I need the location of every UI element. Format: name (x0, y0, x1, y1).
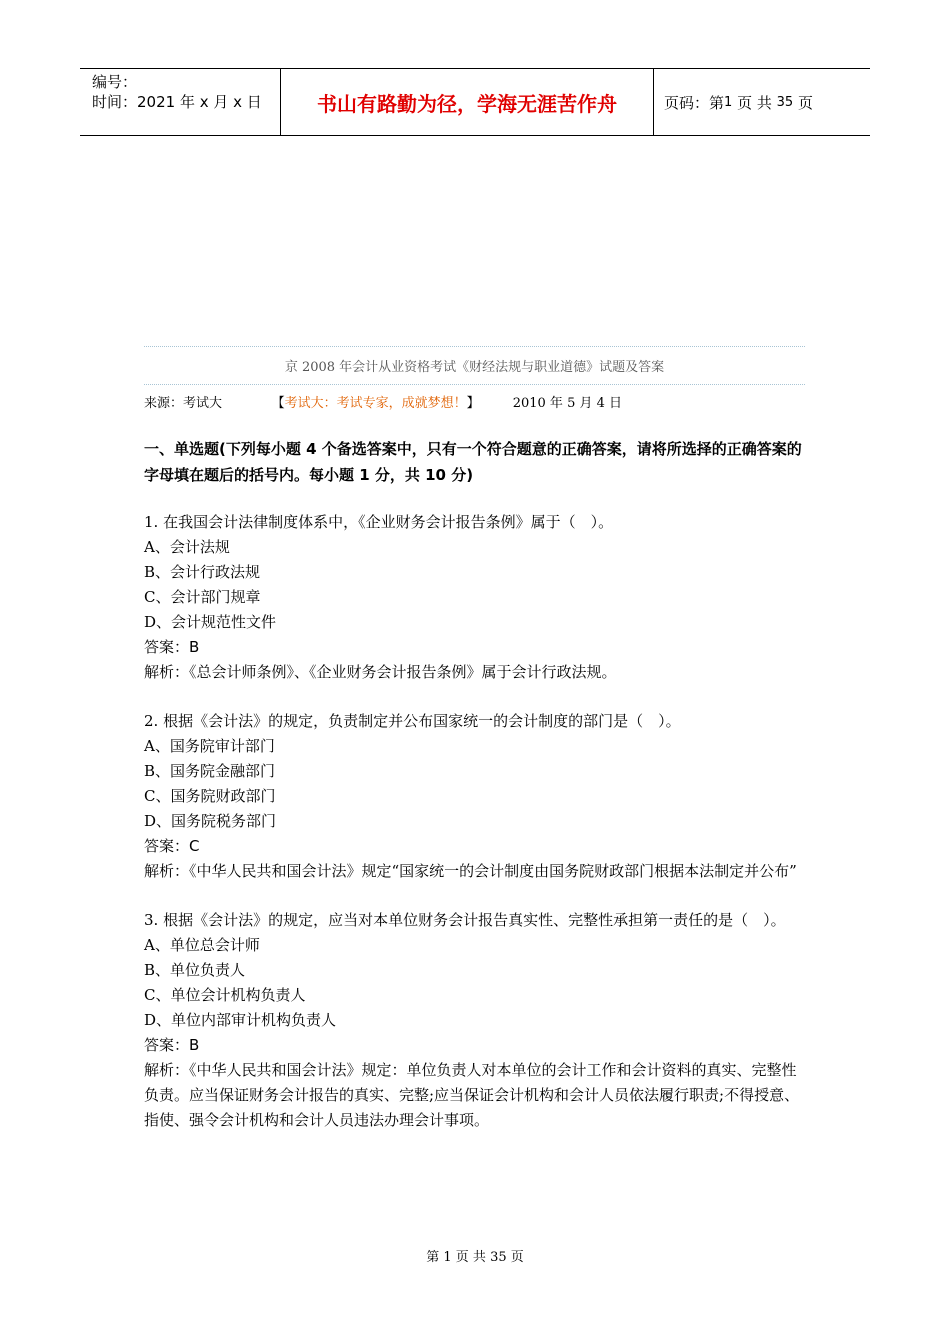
option-b: B、单位负责人 (144, 961, 246, 979)
question-content (144, 436, 809, 1157)
number-label: 编号： (92, 73, 138, 91)
answer: 答案：C (144, 837, 200, 855)
option-a: A、单位总会计师 (144, 936, 260, 954)
question-1 (144, 510, 809, 685)
footer-suffix: 页 (510, 1250, 524, 1265)
option-d: D、国务院税务部门 (144, 812, 277, 830)
footer-total: 35 (490, 1250, 507, 1265)
option-d: D、单位内部审计机构负责人 (144, 1011, 337, 1029)
option-d: D、会计规范性文件 (144, 613, 277, 631)
question-stem: 1. 在我国会计法律制度体系中，《企业财务会计报告条例》属于（ ）。 (144, 513, 614, 531)
page-number: 1 (724, 94, 733, 110)
article-source-line (144, 392, 622, 411)
page-suffix: 页 (797, 93, 813, 112)
option-c: C、单位会计机构负责人 (144, 986, 306, 1004)
page-prefix: 页码：第 (664, 93, 725, 112)
page-total: 35 (776, 94, 794, 110)
question-stem: 2. 根据《会计法》的规定，负责制定并公布国家统一的会计制度的部门是（ ）。 (144, 712, 681, 730)
option-a: A、国务院审计部门 (144, 737, 275, 755)
slogan-close: 】 (466, 396, 480, 411)
question-stem: 3. 根据《会计法》的规定，应当对本单位财务会计报告真实性、完整性承担第一责任的是（ ）。 (144, 911, 786, 929)
analysis: 解析：《总会计师条例》、《企业财务会计报告条例》属于会计行政法规。 (144, 663, 617, 681)
answer: 答案：B (144, 1036, 200, 1054)
option-c: C、国务院财政部门 (144, 787, 276, 805)
analysis: 解析：《中华人民共和国会计法》规定：单位负责人对本单位的会计工作和会计资料的真实、完整性负责。应当保证财务会计报告的真实、完整;应当保证会计机构和会计人员依法履行职责;不得授意、指使、强令会计机构和会计人员违法办理会计事项。 (144, 1061, 800, 1129)
footer-mid: 页 共 (455, 1250, 486, 1265)
article-title: 京 2008 年会计从业资格考试《财经法规与职业道德》试题及答案 (284, 360, 665, 375)
source-label: 来源：考试大 (144, 396, 223, 411)
question-3 (144, 908, 809, 1133)
section-heading: 一、单选题(下列每小题 4 个备选答案中，只有一个符合题意的正确答案，请将所选择的正确答案的字母填在题后的括号内。每小题 1 分，共 10 分) (144, 440, 802, 484)
option-b: B、国务院金融部门 (144, 762, 276, 780)
slogan-open: 【 (271, 396, 285, 411)
option-b: B、会计行政法规 (144, 563, 261, 581)
header-page-info (654, 69, 870, 135)
header-meta (80, 69, 281, 135)
divider-bottom (144, 384, 805, 385)
time-label: 时间：2021 年 x 月 x 日 (92, 93, 262, 111)
divider-top (144, 346, 805, 347)
footer-prefix: 第 (426, 1250, 440, 1265)
option-a: A、会计法规 (144, 538, 230, 556)
option-c: C、会计部门规章 (144, 588, 261, 606)
question-2 (144, 709, 809, 884)
footer-page: 1 (443, 1250, 452, 1265)
page-mid: 页 共 (737, 93, 772, 112)
answer: 答案：B (144, 638, 200, 656)
publish-date: 2010 年 5 月 4 日 (512, 396, 623, 411)
site-slogan-link[interactable]: 考试大：考试专家，成就梦想！ (284, 396, 467, 411)
analysis: 解析：《中华人民共和国会计法》规定“国家统一的会计制度由国务院财政部门根据本法制定并公布” (144, 862, 797, 880)
page-footer (0, 1246, 950, 1265)
header-motto: 书山有路勤为径，学海无涯苦作舟 (281, 69, 654, 135)
document-header (80, 68, 870, 136)
